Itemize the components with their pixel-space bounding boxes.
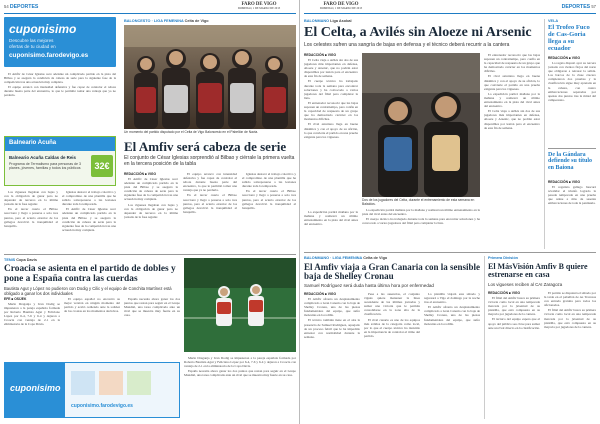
story2-column-1 [4,302,60,356]
sidebar1-kicker: VELA [548,19,559,23]
r-story1-byline: REDACCIÓN ■ VIGO [304,53,337,57]
r-story3-headline: El MásVisión Amfiv B quiere estrenarse en casa [488,262,588,280]
r-story1-paragraph: La expedición partirá mañana por la mañana y realizará un último entrenamiento en la pista del rival antes del encuentro. [304,210,358,227]
left-section-divider [4,254,296,255]
story2-column-2 [64,297,120,356]
left-masthead: FARO DE VIGO DOMINGO, 1 DE MARZO DE 2015 [237,2,281,10]
story1-deck: El conjunto de César Iglesias sorprendió al Bilbao y ciérrale la primera vuelta en la tercera posición de la tabla [124,155,295,167]
r-story1-paragraph: El rival asturiano llega en buena dinámica y con el apoyo de su afición, lo que convierte el partido en una prueba exigente para los vigueses. [484,74,540,91]
story2-kicker: TENIS Copa Davis [4,258,37,262]
story2-paragraph: El equipo español no encontró su mejor versión en ningún momento del partido y acabó cediendo ante la solidez de los croatas en los momentos decisivos. [64,297,120,314]
cuponisimo-logo: cuponisimo [10,383,61,393]
story1-paragraph: En el tercer cuarto el Bilbao reaccionó y llegó a ponerse a solo tres puntos, pero el acierto exterior de los gallegos devolvió la tranquilidad al banquillo. [242,189,296,210]
story2-headline: Croacia se asienta en el partido de dobles y pone a España contra las cuerdas [4,264,176,284]
ad-product-thumb [127,371,151,395]
sidebar2-body [548,185,596,249]
story1-paragraph: El equipo arrancó con intensidad defensiva y fue capaz de controlar el rebote durante buena parte del encuentro, lo que le permitió tomar una ventaja que ya no perdería. [4,85,116,98]
ad-product-thumb [99,371,123,395]
ad-url: cuponisimo.farodevigo.es [9,52,89,59]
sidebar-rule [548,148,596,149]
story1-column-1 [124,177,178,249]
handball-photo [362,53,480,197]
story1-side-col-1 [4,190,58,250]
story1-caption: Un momento del partido disputado por el Celta de Vigo Baloncesto en el Pabellón de Navia. [124,130,259,134]
sidebar1-headline: El Trofeo Fuco de Cas-Goria llega a su ecuador [548,24,590,52]
right-section-divider [304,252,596,253]
story1-paragraph: Los vigueses llegaban con bajas y con la obligación de ganar para no depender de terceros en la última jornada de la fase regular. [4,190,58,207]
r-story1-paragraph: El Celta viaja a Avilés sin dos de sus jugadores más importantes en defensa, Aloeze y Arsenic, que no podrán estar disponibles por lesión para el encuentro de este fin de semana. [304,58,358,79]
story1-paragraph: Los vigueses llegaban con bajas y con la obligación de ganar para no depender de terceros en la última jornada de la fase regular. [124,202,178,219]
story2-paragraph: Marin Draganja y Ivan Dodig se impusieron a la pareja española formada por Roberto Bautista Agut y Feliciano López por 6-4, 7-6 y 6-4 y dejaron a Croacia con ventaja de 2-1 en la eliminatoria de la Copa Davis. [4,302,60,327]
sidebar1-paragraph: La regata disputó ayer su tercera jornada con vientos flojos del norte que obligaron a retrasar la salida. Los barcos de la clase crucero completaron dos pruebas y la clasificación sigue muy apretada en la cabeza, con cuatro embarcaciones separadas por apenas dos puntos tras la mitad del campeonato. [548,61,596,102]
story2-column-3 [124,297,180,356]
ad-url: cuponisimo.farodevigo.es [71,403,133,409]
right-folio: DEPORTES 57 [561,4,596,10]
story2-paragraph: España necesita ahora ganar los dos puntos que restan para seguir en el Grupo Mundial, una tarea complicada ante un rival que se muestra muy fuerte en su casa. [124,297,180,318]
r-story1-headline: El Celta, a Avilés sin Aloeze ni Arsenic [304,25,532,40]
story3-divider [484,256,485,419]
story1-paragraph: El Amfiv de César Iglesias sacó adelante un complicado partido en la pista del Bilbao y se aseguró la condición de cabeza de serie para la siguiente fase de la competición tras una actuación muy completa. [124,177,178,202]
sidebar2-byline: REDACCIÓN ■ VIGO [548,180,581,184]
ad-line-1: Descubre las mejores [9,38,54,43]
r-story2-headline: El Amfiv viaja a Gran Canaria con la sensible baja de Shelley Cronau [304,262,481,282]
r-story1-paragraph: El cuerpo técnico ha trabajado durante toda la semana para encontrar soluciones y ha convocado a varios jugadores del filial para completar la lista. [304,79,358,100]
r-story2-column-2 [364,292,420,419]
sidebar-divider [544,19,545,249]
cuponisimo-ad-top[interactable] [4,17,116,67]
tennis-photo [184,258,296,352]
r-story2-paragraph: El Amfiv afronta un desplazamiento complicado a Gran Canaria con la baja de Shelley Cronau, una de las piezas fundamentales del equipo, que sufre molestias en la rodilla. [424,305,480,326]
sidebar1-byline: REDACCIÓN ■ VIGO [548,56,581,60]
story1-side-col-2 [62,190,116,250]
balneario-logo: Balneario Acuña [9,140,57,146]
story2-deck: Bautista Agut y López no pudieron con Dodig y Cilic y el equipo de Conchita Martínez está obligado a ganar los dos individuales [4,286,172,297]
story2-byline: EFE ■ OSIJEK [4,297,27,301]
r-story2-column-1 [304,297,360,419]
r-story3-byline: REDACCIÓN ■ VIGO [488,291,521,295]
r-story1-column-1 [304,58,358,208]
story1-headline: El Amfiv será cabeza de serie [124,139,287,154]
story1-byline: REDACCIÓN ■ VIGO [124,172,157,176]
sidebar2-paragraph: El regatista gallego buscará revalidar el triunfo logrado la pasada temporada en una prueba que reúne a más de sesenta embarcaciones de toda la península. [548,185,596,206]
story1-kicker: BALONCESTO · LIGA FEMENINA Celta de Vigo [124,19,209,23]
left-top-rule [4,13,296,14]
r-story3-paragraph: El partido se disputará el sábado por la tarde en el pabellón de As Travesas con entrada gratuita para todos los aficionados. [544,291,596,308]
r-story1-paragraph: La expedición partirá mañana por la mañana y realizará un último entrenamiento en la pista del rival antes del encuentro. [484,91,540,109]
r-story1-caption: Dos de los jugadores del Celta, durante el entrenamiento de esta semana en Balaídos. [362,198,475,206]
cuponisimo-logo: cuponisimo [9,22,77,36]
story2-paragraph: España necesita ahora ganar los dos puntos que restan para seguir en el Grupo Mundial, una tarea complicada ante un rival que se muestra muy fuerte en su casa. [184,369,296,378]
sidebar1-body [548,61,596,145]
story2-paragraph: Marin Draganja y Ivan Dodig se impusieron a la pareja española formada por Roberto Bautista Agut y Feliciano López por 6-4, 7-6 y 6-4 y dejaron a Croacia con ventaja de 2-1 en la eliminatoria de la Copa Davis. [184,356,296,369]
r-story3-column-2 [544,291,596,419]
ad-price-badge: 32€ [91,155,113,177]
r-story1-deck: Los celestes sufren una sangría de bajas en defensa y el técnico deberá recurrir a la cantera [304,42,510,48]
story1-paragraph: El Amfiv de César Iglesias sacó adelante un complicado partido en la pista del Bilbao y se aseguró la condición de cabeza de serie para la siguiente fase de la competición tras una actuación muy completa. [4,72,116,85]
r-story1-paragraph: El cuerpo técnico ha trabajado durante toda la semana para encontrar soluciones y ha convocado a varios jugadores del filial para completar la lista. [362,217,480,226]
ad-line-2: ofertas de tu ciudad en [9,44,56,49]
story1-column-3 [242,172,296,249]
story1-paragraph: Iglesias destacó el trabajo colectivo y el compromiso de una plantilla que ha sabido sobreponerse a las lesiones durante toda la temporada. [242,172,296,189]
r-story3-deck: Los vigueses reciben al CAI Zaragoza [488,282,563,287]
r-story1-paragraph: El Celta viaja a Avilés sin dos de sus jugadores más importantes en defensa, Aloeze y Arsenic, que no podrán estar disponibles por lesión para el encuentro de este fin de semana. [484,109,540,130]
r-story1-paragraph: El entrenador reconoció que las bajas suponen un contratiempo, pero confía en la capacidad de respuesta de un grupo que ha demostrado carácter en los momentos difíciles. [304,100,358,122]
ad-text: Programa de Termalismo para personas de 3 planes, jóvenes, familias y todos los públicos [9,162,82,171]
story1-paragraph: En el tercer cuarto el Bilbao reaccionó y llegó a ponerse a solo tres puntos, pero el acierto exterior de los gallegos devolvió la tranquilidad al banquillo. [183,193,237,214]
r-story1-paragraph: El entrenador reconoció que las bajas suponen un contratiempo, pero confía en la capacidad de respuesta de un grupo que ha demostrado carácter en los momentos difíciles. [484,53,540,74]
r-story1-paragraph: La expedición partirá mañana por la mañana y realizará un último entrenamiento en la pista del rival antes del encuentro. [362,208,480,217]
r-story1-kicker: BALONMANO Liga Asobal [304,19,352,23]
sidebar2-headline: De la Gándara defiende su título en Baiona [548,152,593,171]
r-story2-paragraph: El técnico también tiene en el aire la presencia de Samuel Rodríguez, aquejado de un proceso febril que le ha impedido entrenar con normalidad durante la semana. [304,318,360,339]
r-story3-paragraph: El filial del Amfiv busca su primera victoria como local en una temporada marcada por la juventud de su plantilla, que está compuesta en su mayoría por jugadores de la cantera. [488,296,540,317]
balneario-ad[interactable] [4,136,116,186]
r-story2-kicker: BALONMANO · LIGA FEMENINA Celta de Vigo [304,256,388,260]
story2-column-4 [184,356,296,416]
story1-column-2 [183,172,237,249]
r-story2-column-3 [424,292,480,419]
handball-photo-image [362,53,480,197]
ad-headline: Balneario Acuña Caldas de Reis [9,155,76,160]
r-story3-paragraph: El técnico del equipo espera que el apoyo del público sea clave para sumar ante un rival directo en la clasificación. [488,317,540,330]
r-story2-paragraph: Pese a las ausencias, el conjunto vigués quiere mantener la línea ascendente de las últimas jornadas y sumar una victoria que le permita consolidarse en la zona alta de la clasificación. [364,292,420,317]
story1-paragraph: En el tercer cuarto el Bilbao reaccionó y llegó a ponerse a solo tres puntos, pero el acierto exterior de los gallegos devolvió la tranquilidad al banquillo. [4,207,58,228]
r-story3-paragraph: El filial del Amfiv busca su primera victoria como local en una temporada marcada por la juventud de su plantilla, que está compuesta en su mayoría por jugadores de la cantera. [544,308,596,329]
r-story2-paragraph: El Amfiv afronta un desplazamiento complicado a Gran Canaria con la baja de Shelley Cronau, una de las piezas fundamentales del equipo, que sufre molestias en la rodilla. [304,297,360,318]
r-story1-column-2 [362,208,480,246]
right-masthead: FARO DE VIGO DOMINGO, 1 DE MARZO DE 2015 [319,2,363,10]
r-story2-paragraph: La plantilla viajará este sábado y regresará a Vigo el domingo por la noche tras el encuentro. [424,292,480,305]
right-page [300,0,600,424]
r-story3-column-1 [488,296,540,419]
r-story1-paragraph: El rival asturiano llega en buena dinámica y con el apoyo de su afición, lo que convierte el partido en una prueba exigente para los vigueses. [304,122,358,139]
story1-paragraph: El Amfiv de César Iglesias sacó adelante un complicado partido en la pista del Bilbao y se aseguró la condición de cabeza de serie para la siguiente fase de la competición tras una actuación muy completa. [62,207,116,232]
left-folio: 54 DEPORTES [4,4,39,10]
basketball-team-photo [124,25,296,129]
r-story2-paragraph: El rival canario es uno de los equipos más sólidos de la categoría como local, por lo que el cuerpo técnico ha insistido en la importancia de controlar el ritmo del partido. [364,317,420,338]
story1-paragraph: Iglesias destacó el trabajo colectivo y el compromiso de una plantilla que ha sabido sobreponerse a las lesiones durante toda la temporada. [62,190,116,207]
right-top-rule [304,13,596,14]
r-story2-deck: Samuel Rodríguez será duda hasta última hora por enfermedad [304,283,434,288]
r-story3-kicker: Primera División [488,256,518,260]
r-story2-byline: REDACCIÓN ■ VIGO [304,292,337,296]
ad-product-thumb [71,371,95,395]
cuponisimo-ad-bottom[interactable] [4,362,180,418]
story1-lead-column [4,72,116,132]
tennis-photo-image [184,258,296,352]
story1-paragraph: El equipo arrancó con intensidad defensiva y fue capaz de controlar el rebote durante buena parte del encuentro, lo que le permitió tomar una ventaja que ya no perdería. [183,172,237,193]
r-story1-column-3 [484,53,540,208]
r-story1-column-1b [304,210,358,246]
team-photo-image [124,25,296,129]
